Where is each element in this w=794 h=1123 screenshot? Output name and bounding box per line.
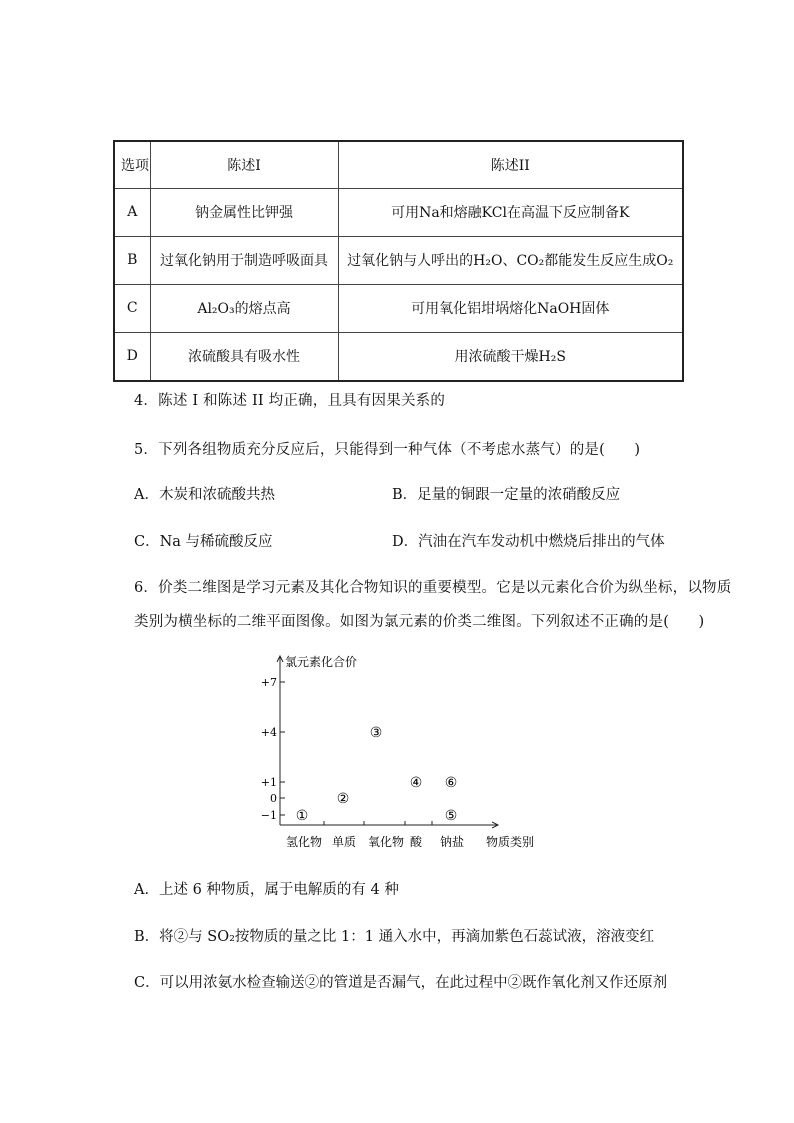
data-point: ③ xyxy=(369,725,383,741)
row-statement-2: 可用Na和熔融KCl在高温下反应制备K xyxy=(338,188,683,236)
data-point: ① xyxy=(295,808,309,824)
question-5-choice-c: C．Na 与稀硫酸反应 xyxy=(134,534,273,550)
row-option: B xyxy=(114,236,150,284)
question-6-stem-line-2: 类别为横坐标的二维平面图像。如图为氯元素的价类二维图。下列叙述不正确的是( ) xyxy=(134,614,705,630)
row-statement-1: Al₂O₃的熔点高 xyxy=(150,284,338,332)
y-tick-label: +4 xyxy=(260,726,277,739)
x-axis-label: 物质类别 xyxy=(486,835,535,849)
row-statement-1: 过氧化钠用于制造呼吸面具 xyxy=(150,236,338,284)
table-header-row xyxy=(114,141,683,188)
row-statement-2: 用浓硫酸干燥H₂S xyxy=(338,332,683,381)
data-point: ② xyxy=(336,791,350,807)
row-option: A xyxy=(114,188,150,236)
question-5-choice-b: B．足量的铜跟一定量的浓硝酸反应 xyxy=(392,487,621,503)
row-option: D xyxy=(114,332,150,381)
header-statement-1: 陈述I xyxy=(150,141,338,188)
row-statement-2: 可用氧化铝坩埚熔化NaOH固体 xyxy=(338,284,683,332)
options-table xyxy=(113,140,684,382)
x-tick-label: 钠盐 xyxy=(439,835,465,849)
data-point: ⑤ xyxy=(444,808,458,824)
table-row xyxy=(114,236,683,284)
header-option: 选项 xyxy=(114,141,150,188)
y-tick-label: 0 xyxy=(270,792,277,805)
data-point: ④ xyxy=(409,775,423,791)
row-statement-1: 浓硫酸具有吸水性 xyxy=(150,332,338,381)
x-tick-label: 氢化物 xyxy=(285,835,323,849)
y-tick-label: +7 xyxy=(260,676,277,689)
data-point: ⑥ xyxy=(444,775,458,791)
question-4-stem: 4．陈述 I 和陈述 II 均正确，且具有因果关系的 xyxy=(134,393,446,409)
x-tick-label: 酸 xyxy=(409,835,423,849)
table-row xyxy=(114,284,683,332)
header-statement-2: 陈述II xyxy=(338,141,683,188)
question-5-choice-d: D．汽油在汽车发动机中燃烧后排出的气体 xyxy=(392,534,665,550)
question-6-choice-c: C．可以用浓氨水检查输送②的管道是否漏气，在此过程中②既作氧化剂又作还原剂 xyxy=(134,975,668,991)
row-statement-2: 过氧化钠与人呼出的H₂O、CO₂都能发生反应生成O₂ xyxy=(338,236,683,284)
question-5-stem: 5．下列各组物质充分反应后，只能得到一种气体（不考虑水蒸气）的是( ) xyxy=(134,442,641,458)
y-tick-label: +1 xyxy=(260,776,277,789)
question-5-choice-a: A．木炭和浓硫酸共热 xyxy=(134,487,275,503)
question-6-stem-line-1: 6．价类二维图是学习元素及其化合物知识的重要模型。它是以元素化合价为纵坐标，以物质 xyxy=(134,580,732,596)
x-tick-label: 氧化物 xyxy=(367,835,405,849)
row-statement-1: 钠金属性比钾强 xyxy=(150,188,338,236)
y-axis-label: 氯元素化合价 xyxy=(285,655,358,669)
table-row xyxy=(114,188,683,236)
y-tick-label: −1 xyxy=(260,809,277,822)
row-option: C xyxy=(114,284,150,332)
question-6-choice-b: B．将②与 SO₂按物质的量之比 1：1 通入水中，再滴加紫色石蕊试液，溶液变红 xyxy=(134,929,655,945)
table-row xyxy=(114,332,683,381)
chlorine-valence-chart xyxy=(250,650,550,860)
x-tick-label: 单质 xyxy=(331,835,357,849)
question-6-choice-a: A．上述 6 种物质，属于电解质的有 4 种 xyxy=(134,882,399,898)
